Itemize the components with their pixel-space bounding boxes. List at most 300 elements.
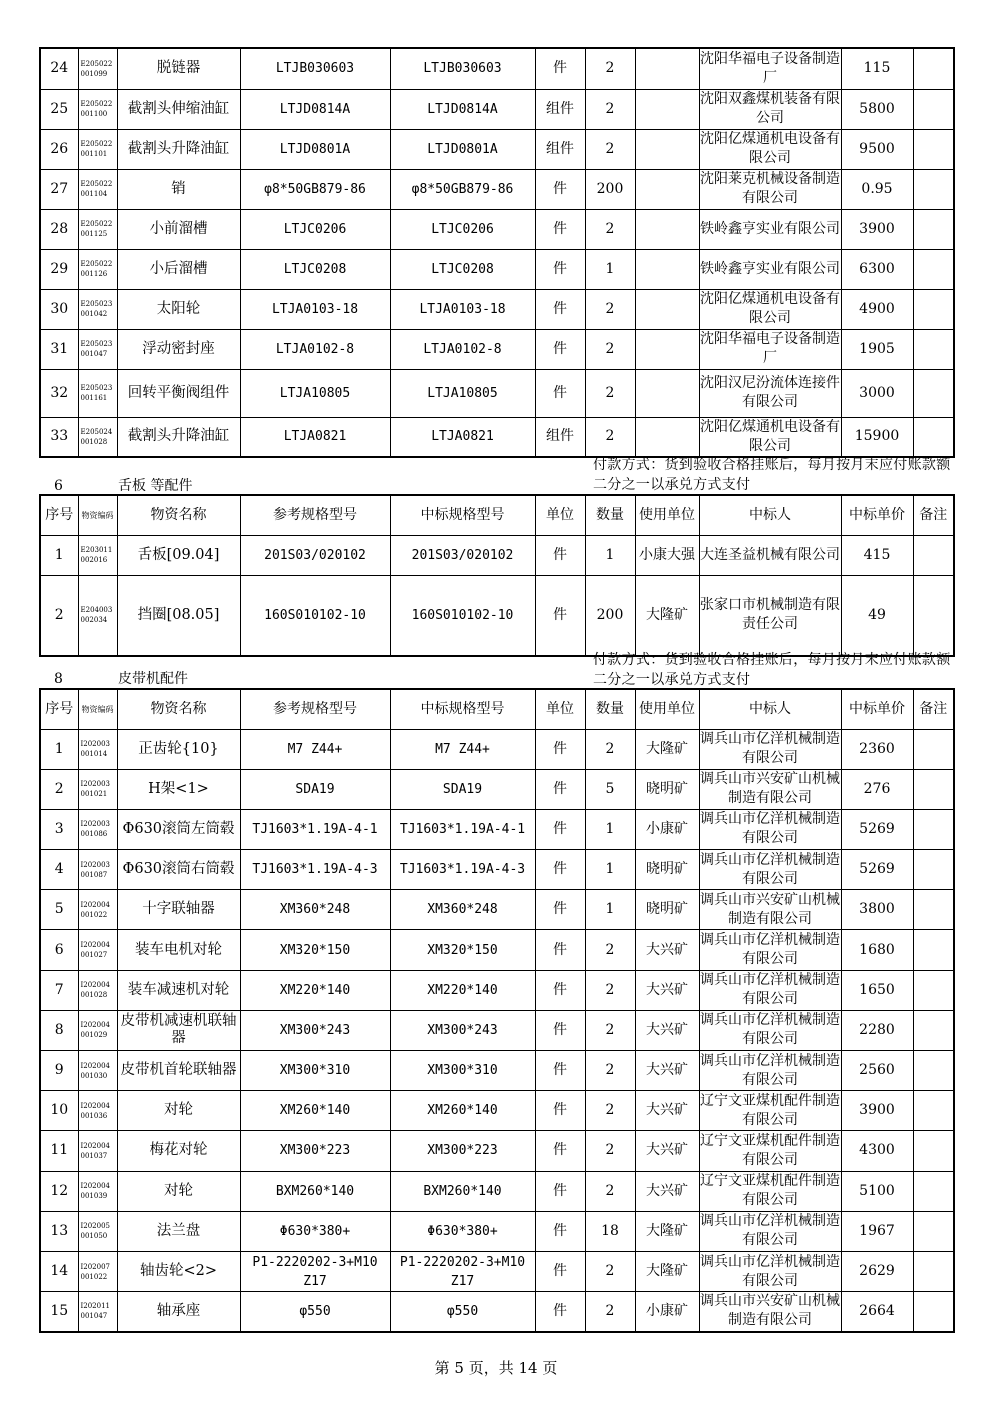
cell-bidder: 调兵山市兴安矿山机械制造有限公司 <box>699 769 841 809</box>
cell-win: XM300*310 <box>390 1051 535 1091</box>
table-row <box>40 1211 954 1251</box>
header-price: 中标单价 <box>841 495 913 535</box>
cell-site: 晓明矿 <box>635 890 699 930</box>
cell-name: Φ630滚筒左筒毂 <box>117 809 240 849</box>
cell-note <box>913 1211 954 1251</box>
cell-site <box>635 169 699 209</box>
cell-ref: XM320*150 <box>240 930 390 970</box>
cell-name: 正齿轮{10} <box>117 729 240 769</box>
cell-no: 29 <box>40 249 78 289</box>
cell-win: BXM260*140 <box>390 1171 535 1211</box>
cell-ref: LTJD0814A <box>240 89 390 129</box>
cell-bidder: 调兵山市亿洋机械制造有限公司 <box>699 1251 841 1291</box>
cell-qty: 18 <box>585 1211 635 1251</box>
cell-unit: 件 <box>535 729 585 769</box>
header-price: 中标单价 <box>841 689 913 729</box>
cell-unit: 件 <box>535 890 585 930</box>
cell-ref: XM260*140 <box>240 1091 390 1131</box>
table-row <box>40 1010 954 1050</box>
cell-unit: 件 <box>535 249 585 289</box>
table-row <box>40 48 954 89</box>
table-row <box>40 1131 954 1171</box>
cell-ref: BXM260*140 <box>240 1171 390 1211</box>
cell-code: E204003 002034 <box>78 575 117 656</box>
cell-code: E205022 001101 <box>78 129 117 169</box>
cell-code: E203011 002016 <box>78 535 117 575</box>
cell-win: φ550 <box>390 1292 535 1332</box>
cell-note <box>913 1051 954 1091</box>
cell-no: 12 <box>40 1171 78 1211</box>
cell-price: 5100 <box>841 1171 913 1211</box>
payment-terms-6: 付款方式：货到验收合格挂账后，每月按月末应付账款额二分之一以承兑方式支付 <box>593 457 951 493</box>
table-section-6 <box>39 494 955 657</box>
cell-note <box>913 369 954 417</box>
cell-site: 小康大强 <box>635 535 699 575</box>
cell-site <box>635 89 699 129</box>
cell-site <box>635 249 699 289</box>
cell-ref: 201S03/020102 <box>240 535 390 575</box>
cell-win: TJ1603*1.19A-4-3 <box>390 850 535 890</box>
cell-bidder: 沈阳亿煤通机电设备有限公司 <box>699 129 841 169</box>
cell-no: 4 <box>40 850 78 890</box>
cell-bidder: 调兵山市亿洋机械制造有限公司 <box>699 729 841 769</box>
cell-qty: 2 <box>585 329 635 369</box>
cell-code: E205023 001047 <box>78 329 117 369</box>
cell-unit: 件 <box>535 930 585 970</box>
cell-win: XM320*150 <box>390 930 535 970</box>
cell-note <box>913 769 954 809</box>
cell-bidder: 调兵山市亿洋机械制造有限公司 <box>699 1010 841 1050</box>
cell-qty: 2 <box>585 1131 635 1171</box>
cell-note <box>913 930 954 970</box>
cell-unit: 组件 <box>535 89 585 129</box>
cell-win: LTJA0102-8 <box>390 329 535 369</box>
cell-note <box>913 1292 954 1332</box>
cell-qty: 1 <box>585 890 635 930</box>
cell-price: 2664 <box>841 1292 913 1332</box>
cell-code: E205022 001099 <box>78 48 117 89</box>
header-bidder: 中标人 <box>699 689 841 729</box>
cell-no: 7 <box>40 970 78 1010</box>
table-row <box>40 417 954 457</box>
table-row <box>40 1091 954 1131</box>
cell-note <box>913 1251 954 1291</box>
cell-bidder: 沈阳亿煤通机电设备有限公司 <box>699 289 841 329</box>
cell-no: 11 <box>40 1131 78 1171</box>
cell-note <box>913 890 954 930</box>
table-row <box>40 1171 954 1211</box>
cell-ref: LTJC0206 <box>240 209 390 249</box>
cell-name: 轴承座 <box>117 1292 240 1332</box>
cell-ref: TJ1603*1.19A-4-1 <box>240 809 390 849</box>
cell-price: 2629 <box>841 1251 913 1291</box>
cell-bidder: 调兵山市亿洋机械制造有限公司 <box>699 970 841 1010</box>
cell-name: 脱链器 <box>117 48 240 89</box>
cell-price: 276 <box>841 769 913 809</box>
cell-qty: 2 <box>585 1051 635 1091</box>
cell-note <box>913 249 954 289</box>
table-section-8 <box>39 688 955 1333</box>
cell-qty: 2 <box>585 417 635 457</box>
cell-bidder: 张家口市机械制造有限责任公司 <box>699 575 841 656</box>
cell-name: 梅花对轮 <box>117 1131 240 1171</box>
cell-price: 49 <box>841 575 913 656</box>
cell-unit: 件 <box>535 289 585 329</box>
cell-ref: Φ630*380+ <box>240 1211 390 1251</box>
table-row <box>40 769 954 809</box>
cell-ref: XM300*310 <box>240 1051 390 1091</box>
cell-note <box>913 535 954 575</box>
cell-unit: 组件 <box>535 129 585 169</box>
cell-price: 5269 <box>841 809 913 849</box>
cell-note <box>913 575 954 656</box>
cell-qty: 2 <box>585 930 635 970</box>
cell-no: 33 <box>40 417 78 457</box>
header-unit: 单位 <box>535 689 585 729</box>
cell-no: 14 <box>40 1251 78 1291</box>
cell-bidder: 调兵山市亿洋机械制造有限公司 <box>699 850 841 890</box>
cell-code: I202005 001050 <box>78 1211 117 1251</box>
cell-site: 大兴矿 <box>635 1171 699 1211</box>
cell-qty: 5 <box>585 769 635 809</box>
cell-name: 回转平衡阀组件 <box>117 369 240 417</box>
cell-unit: 件 <box>535 1091 585 1131</box>
cell-ref: LTJA10805 <box>240 369 390 417</box>
cell-win: LTJA0821 <box>390 417 535 457</box>
cell-code: E205022 001125 <box>78 209 117 249</box>
cell-win: LTJA0103-18 <box>390 289 535 329</box>
header-bidder: 中标人 <box>699 495 841 535</box>
header-note: 备注 <box>913 689 954 729</box>
table-row <box>40 930 954 970</box>
cell-name: 装车减速机对轮 <box>117 970 240 1010</box>
cell-win: XM300*223 <box>390 1131 535 1171</box>
cell-note <box>913 169 954 209</box>
cell-bidder: 沈阳华福电子设备制造厂 <box>699 48 841 89</box>
cell-ref: LTJA0102-8 <box>240 329 390 369</box>
cell-bidder: 调兵山市亿洋机械制造有限公司 <box>699 1051 841 1091</box>
header-name: 物资名称 <box>117 689 240 729</box>
section-8-title: 皮带机配件 <box>118 671 188 687</box>
table-row <box>40 850 954 890</box>
cell-unit: 件 <box>535 809 585 849</box>
cell-qty: 2 <box>585 209 635 249</box>
cell-price: 0.95 <box>841 169 913 209</box>
cell-unit: 件 <box>535 209 585 249</box>
cell-price: 2280 <box>841 1010 913 1050</box>
cell-site: 大兴矿 <box>635 1051 699 1091</box>
cell-no: 25 <box>40 89 78 129</box>
cell-code: E205024 001028 <box>78 417 117 457</box>
header-ref: 参考规格型号 <box>240 689 390 729</box>
cell-code: I202004 001039 <box>78 1171 117 1211</box>
table-row <box>40 729 954 769</box>
page-footer: 第 5 页，共 14 页 <box>434 1359 558 1377</box>
cell-bidder: 调兵山市亿洋机械制造有限公司 <box>699 809 841 849</box>
cell-bidder: 辽宁文亚煤机配件制造有限公司 <box>699 1091 841 1131</box>
header-note: 备注 <box>913 495 954 535</box>
cell-name: 十字联轴器 <box>117 890 240 930</box>
section-6-title: 舌板 等配件 <box>118 478 193 494</box>
header-name: 物资名称 <box>117 495 240 535</box>
cell-qty: 2 <box>585 1091 635 1131</box>
cell-code: I202004 001030 <box>78 1051 117 1091</box>
table-row <box>40 129 954 169</box>
cell-note <box>913 970 954 1010</box>
cell-unit: 件 <box>535 1171 585 1211</box>
cell-site <box>635 48 699 89</box>
table-row <box>40 1292 954 1332</box>
cell-unit: 件 <box>535 169 585 209</box>
cell-note <box>913 209 954 249</box>
cell-code: I202004 001022 <box>78 890 117 930</box>
cell-no: 1 <box>40 729 78 769</box>
cell-site <box>635 329 699 369</box>
cell-ref: φ8*50GB879-86 <box>240 169 390 209</box>
cell-name: 截割头伸缩油缸 <box>117 89 240 129</box>
cell-code: I202003 001086 <box>78 809 117 849</box>
table-row <box>40 575 954 656</box>
cell-no: 10 <box>40 1091 78 1131</box>
cell-qty: 2 <box>585 129 635 169</box>
cell-name: 太阳轮 <box>117 289 240 329</box>
cell-site: 大隆矿 <box>635 1211 699 1251</box>
table-row <box>40 249 954 289</box>
cell-ref: LTJB030603 <box>240 48 390 89</box>
header-code: 物资编码 <box>78 495 117 535</box>
table-row <box>40 369 954 417</box>
cell-win: M7 Z44+ <box>390 729 535 769</box>
cell-code: I202011 001047 <box>78 1292 117 1332</box>
cell-no: 3 <box>40 809 78 849</box>
cell-site <box>635 289 699 329</box>
cell-price: 1967 <box>841 1211 913 1251</box>
cell-name: 轴齿轮<2> <box>117 1251 240 1291</box>
cell-price: 3800 <box>841 890 913 930</box>
cell-no: 9 <box>40 1051 78 1091</box>
cell-qty: 2 <box>585 1251 635 1291</box>
cell-win: LTJB030603 <box>390 48 535 89</box>
cell-unit: 件 <box>535 1010 585 1050</box>
cell-name: 皮带机减速机联轴器 <box>117 1010 240 1050</box>
table-row <box>40 1051 954 1091</box>
cell-unit: 件 <box>535 369 585 417</box>
cell-ref: LTJD0801A <box>240 129 390 169</box>
header-qty: 数量 <box>585 689 635 729</box>
cell-ref: LTJA0821 <box>240 417 390 457</box>
cell-qty: 200 <box>585 575 635 656</box>
cell-win: LTJD0801A <box>390 129 535 169</box>
table-row <box>40 289 954 329</box>
header-row <box>40 689 954 729</box>
cell-site: 大隆矿 <box>635 575 699 656</box>
cell-price: 6300 <box>841 249 913 289</box>
cell-price: 3900 <box>841 209 913 249</box>
cell-bidder: 铁岭鑫亨实业有限公司 <box>699 249 841 289</box>
cell-qty: 2 <box>585 48 635 89</box>
table-continued <box>39 47 955 458</box>
cell-code: I202004 001036 <box>78 1091 117 1131</box>
header-site: 使用单位 <box>635 689 699 729</box>
cell-bidder: 调兵山市亿洋机械制造有限公司 <box>699 930 841 970</box>
cell-site: 大隆矿 <box>635 729 699 769</box>
cell-code: I202003 001021 <box>78 769 117 809</box>
cell-name: Φ630滚筒右筒毂 <box>117 850 240 890</box>
cell-note <box>913 329 954 369</box>
cell-price: 415 <box>841 535 913 575</box>
cell-win: XM300*243 <box>390 1010 535 1050</box>
cell-code: I202004 001027 <box>78 930 117 970</box>
cell-note <box>913 417 954 457</box>
cell-name: 小后溜槽 <box>117 249 240 289</box>
cell-unit: 件 <box>535 769 585 809</box>
cell-code: E205023 001161 <box>78 369 117 417</box>
cell-name: 销 <box>117 169 240 209</box>
cell-win: φ8*50GB879-86 <box>390 169 535 209</box>
cell-win: 201S03/020102 <box>390 535 535 575</box>
cell-no: 8 <box>40 1010 78 1050</box>
cell-bidder: 铁岭鑫亨实业有限公司 <box>699 209 841 249</box>
cell-win: XM220*140 <box>390 970 535 1010</box>
payment-terms-8: 付款方式：货到验收合格挂账后，每月按月末应付账款额二分之一以承兑方式支付 <box>593 652 951 688</box>
cell-bidder: 沈阳亿煤通机电设备有限公司 <box>699 417 841 457</box>
table-row <box>40 970 954 1010</box>
cell-no: 13 <box>40 1211 78 1251</box>
cell-site <box>635 417 699 457</box>
cell-ref: 160S010102-10 <box>240 575 390 656</box>
cell-code: E205022 001100 <box>78 89 117 129</box>
cell-code: I202007 001022 <box>78 1251 117 1291</box>
cell-price: 2360 <box>841 729 913 769</box>
cell-qty: 2 <box>585 289 635 329</box>
cell-bidder: 沈阳双鑫煤机装备有限公司 <box>699 89 841 129</box>
cell-price: 115 <box>841 48 913 89</box>
cell-no: 26 <box>40 129 78 169</box>
cell-code: I202003 001087 <box>78 850 117 890</box>
cell-name: 装车电机对轮 <box>117 930 240 970</box>
cell-ref: XM300*223 <box>240 1131 390 1171</box>
header-row <box>40 495 954 535</box>
cell-win: 160S010102-10 <box>390 575 535 656</box>
cell-no: 31 <box>40 329 78 369</box>
cell-ref: XM220*140 <box>240 970 390 1010</box>
cell-no: 5 <box>40 890 78 930</box>
cell-name: 对轮 <box>117 1091 240 1131</box>
cell-win: LTJC0208 <box>390 249 535 289</box>
cell-price: 5800 <box>841 89 913 129</box>
cell-price: 3900 <box>841 1091 913 1131</box>
cell-win: XM360*248 <box>390 890 535 930</box>
cell-name: 法兰盘 <box>117 1211 240 1251</box>
cell-qty: 2 <box>585 1010 635 1050</box>
cell-unit: 组件 <box>535 417 585 457</box>
cell-bidder: 沈阳华福电子设备制造厂 <box>699 329 841 369</box>
cell-qty: 2 <box>585 729 635 769</box>
cell-note <box>913 729 954 769</box>
cell-bidder: 辽宁文亚煤机配件制造有限公司 <box>699 1171 841 1211</box>
cell-note <box>913 1091 954 1131</box>
header-unit: 单位 <box>535 495 585 535</box>
cell-site: 大兴矿 <box>635 930 699 970</box>
cell-bidder: 沈阳汉尼汾流体连接件有限公司 <box>699 369 841 417</box>
table-row <box>40 209 954 249</box>
header-qty: 数量 <box>585 495 635 535</box>
cell-no: 2 <box>40 769 78 809</box>
cell-price: 1905 <box>841 329 913 369</box>
cell-win: LTJD0814A <box>390 89 535 129</box>
cell-note <box>913 289 954 329</box>
cell-price: 3000 <box>841 369 913 417</box>
cell-note <box>913 48 954 89</box>
cell-unit: 件 <box>535 1251 585 1291</box>
cell-win: LTJC0206 <box>390 209 535 249</box>
cell-no: 2 <box>40 575 78 656</box>
cell-note <box>913 1171 954 1211</box>
table-row <box>40 809 954 849</box>
cell-price: 1650 <box>841 970 913 1010</box>
cell-win: P1-2220202-3+M10 Z17 <box>390 1251 535 1291</box>
cell-unit: 件 <box>535 535 585 575</box>
cell-ref: XM300*243 <box>240 1010 390 1050</box>
cell-code: I202004 001028 <box>78 970 117 1010</box>
cell-site: 晓明矿 <box>635 769 699 809</box>
cell-code: E205023 001042 <box>78 289 117 329</box>
cell-site <box>635 129 699 169</box>
cell-no: 28 <box>40 209 78 249</box>
section-8-number: 8 <box>54 671 63 687</box>
cell-note <box>913 1131 954 1171</box>
cell-bidder: 沈阳莱克机械设备制造有限公司 <box>699 169 841 209</box>
cell-note <box>913 809 954 849</box>
cell-win: SDA19 <box>390 769 535 809</box>
cell-qty: 2 <box>585 1171 635 1211</box>
cell-win: Φ630*380+ <box>390 1211 535 1251</box>
cell-ref: XM360*248 <box>240 890 390 930</box>
cell-code: E205022 001104 <box>78 169 117 209</box>
cell-qty: 2 <box>585 89 635 129</box>
cell-note <box>913 89 954 129</box>
cell-site: 大兴矿 <box>635 970 699 1010</box>
cell-site <box>635 209 699 249</box>
cell-ref: M7 Z44+ <box>240 729 390 769</box>
cell-ref: TJ1603*1.19A-4-3 <box>240 850 390 890</box>
cell-name: 浮动密封座 <box>117 329 240 369</box>
cell-qty: 1 <box>585 850 635 890</box>
cell-win: XM260*140 <box>390 1091 535 1131</box>
cell-bidder: 调兵山市兴安矿山机械制造有限公司 <box>699 890 841 930</box>
cell-unit: 件 <box>535 1292 585 1332</box>
cell-unit: 件 <box>535 575 585 656</box>
cell-price: 2560 <box>841 1051 913 1091</box>
cell-qty: 200 <box>585 169 635 209</box>
cell-win: LTJA10805 <box>390 369 535 417</box>
cell-bidder: 调兵山市亿洋机械制造有限公司 <box>699 1211 841 1251</box>
cell-note <box>913 1010 954 1050</box>
cell-name: 皮带机首轮联轴器 <box>117 1051 240 1091</box>
cell-unit: 件 <box>535 1211 585 1251</box>
cell-note <box>913 129 954 169</box>
cell-code: I202004 001037 <box>78 1131 117 1171</box>
cell-no: 24 <box>40 48 78 89</box>
cell-name: 舌板[09.04] <box>117 535 240 575</box>
header-ref: 参考规格型号 <box>240 495 390 535</box>
header-code: 物资编码 <box>78 689 117 729</box>
table-row <box>40 169 954 209</box>
cell-code: I202003 001014 <box>78 729 117 769</box>
cell-no: 27 <box>40 169 78 209</box>
header-win: 中标规格型号 <box>390 689 535 729</box>
cell-code: I202004 001029 <box>78 1010 117 1050</box>
